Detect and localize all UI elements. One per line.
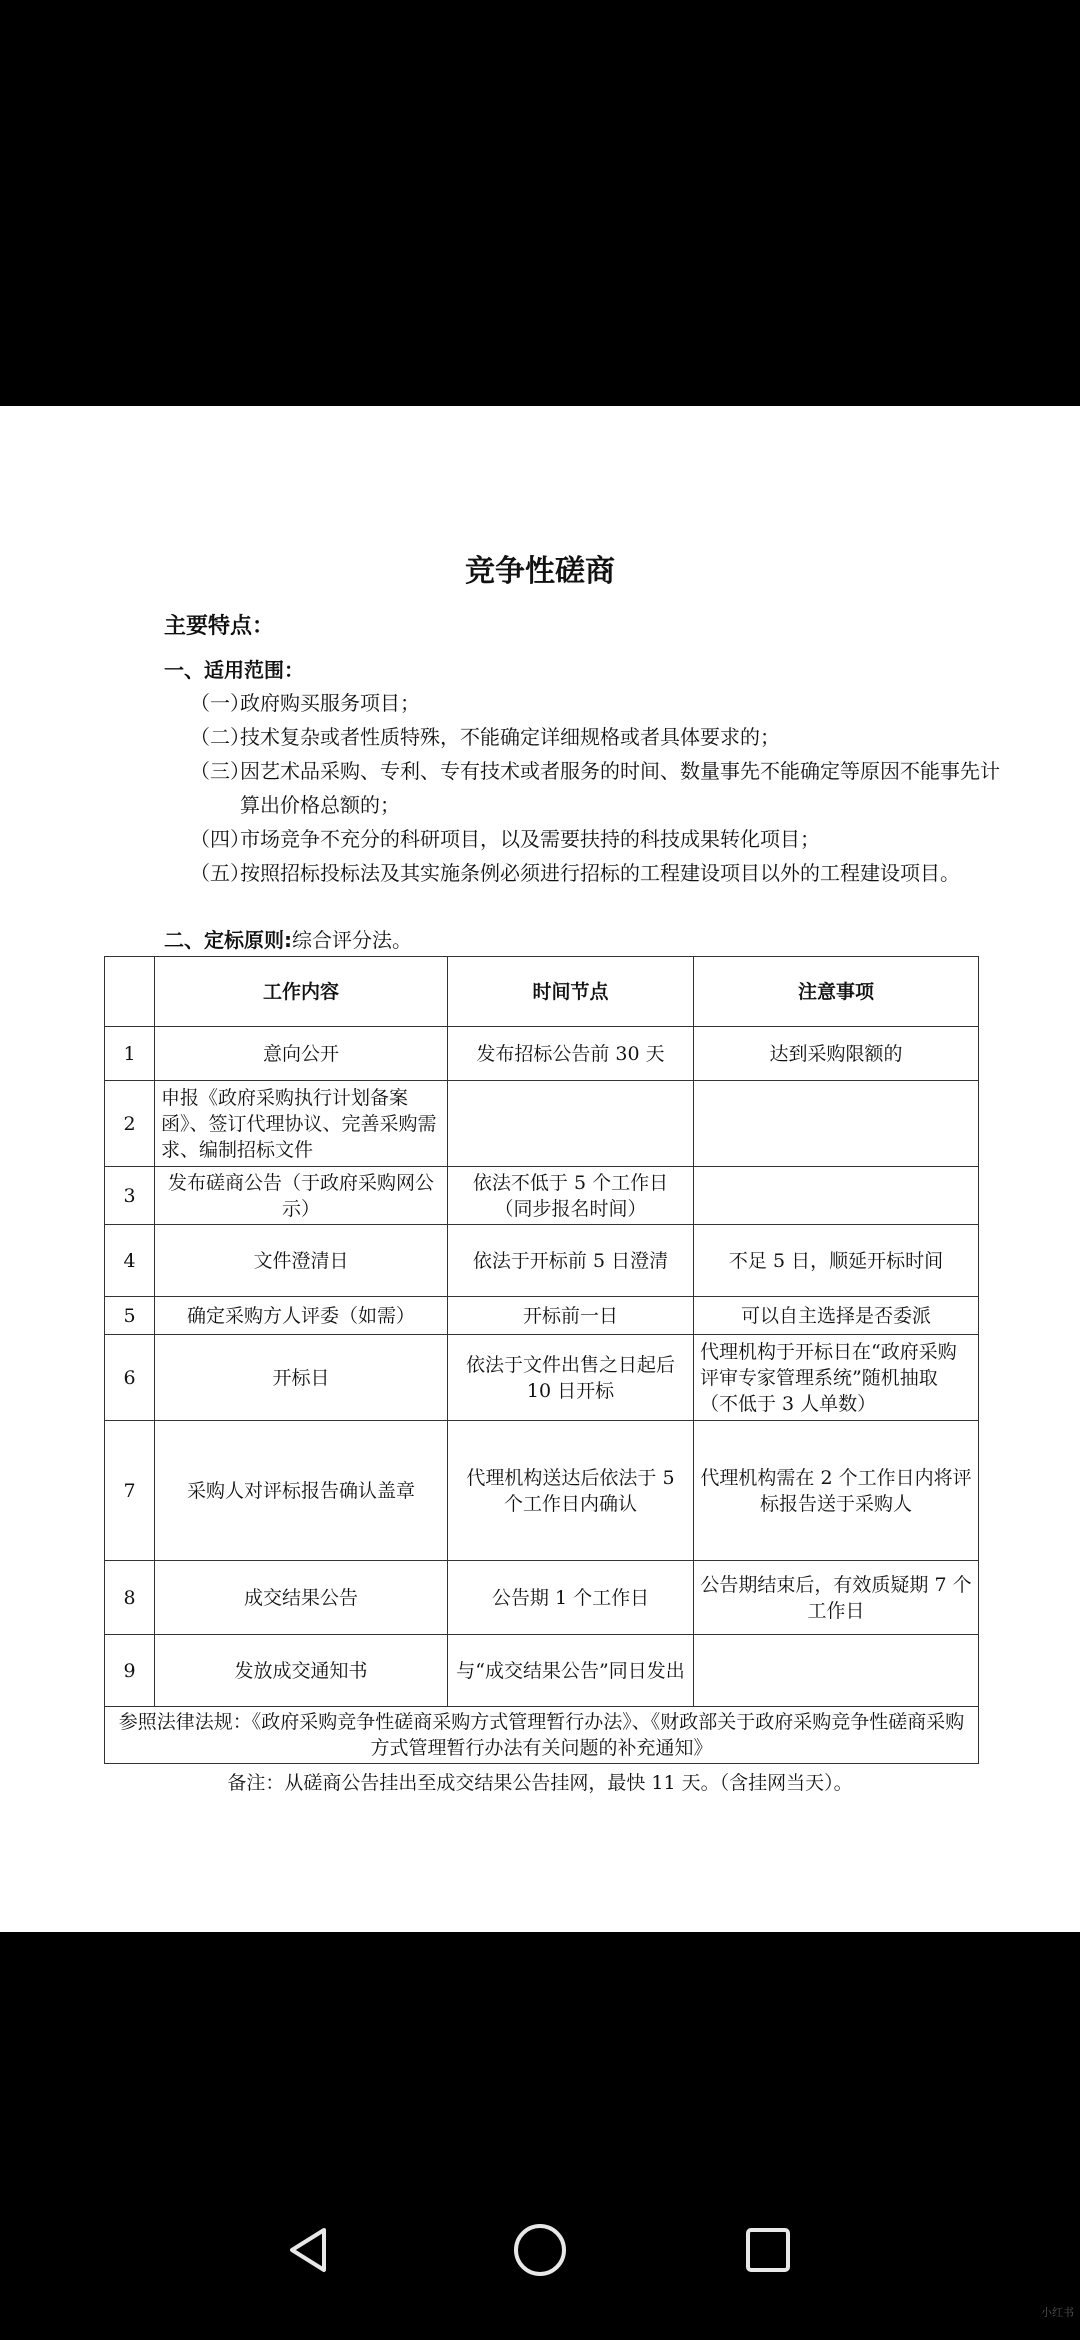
scope-item: （三）因艺术品采购、专利、专有技术或者服务的时间、数量事先不能确定等原因不能事先计算出价格总额的； [190,759,1000,817]
row-content: 申报《政府采购执行计划备案函》、签订代理协议、完善采购需求、编制招标文件 [155,1081,448,1167]
table-row [105,1635,979,1707]
row-note: 可以自主选择是否委派 [694,1297,979,1335]
row-note: 代理机构需在 2 个工作日内将评标报告送于采购人 [694,1421,979,1561]
row-content: 意向公开 [155,1027,448,1081]
header-content: 工作内容 [155,957,448,1027]
row-time: 代理机构送达后依法于 5 个工作日内确认 [448,1421,694,1561]
watermark: 小红书 [1041,2306,1074,2319]
row-content: 确定采购方人评委（如需） [155,1297,448,1335]
row-no: 5 [105,1297,155,1335]
legal-reference: 参照法律法规：《政府采购竞争性磋商采购方式管理暂行办法》、《财政部关于政府采购竞争性磋商采购方式管理暂行办法有关问题的补充通知》 [105,1707,979,1764]
system-navigation-bar [0,2160,1080,2340]
row-no: 7 [105,1421,155,1561]
section2-heading: 二、定标原则:综合评分法。 [164,928,412,952]
row-content: 发布磋商公告（于政府采购网公示） [155,1167,448,1225]
row-no: 4 [105,1225,155,1297]
procedure-table [104,956,979,1764]
row-content: 开标日 [155,1335,448,1421]
row-note: 不足 5 日，顺延开标时间 [694,1225,979,1297]
remark-note: 备注：从磋商公告挂出至成交结果公告挂网，最快 11 天。（含挂网当天）。 [227,1772,853,1794]
home-button[interactable] [490,2200,590,2300]
recents-button[interactable] [718,2200,818,2300]
row-no: 2 [105,1081,155,1167]
table-row [105,1225,979,1297]
row-note: 达到采购限额的 [694,1027,979,1081]
table-row [105,1561,979,1635]
table-row [105,1167,979,1225]
row-content: 发放成交通知书 [155,1635,448,1707]
row-no: 1 [105,1027,155,1081]
row-time [448,1081,694,1167]
table-footer-row [105,1707,979,1764]
row-note [694,1635,979,1707]
main-features-heading: 主要特点： [164,614,275,639]
row-content: 采购人对评标报告确认盖章 [155,1421,448,1561]
table-row [105,1335,979,1421]
row-note: 代理机构于开标日在“政府采购评审专家管理系统”随机抽取（不低于 3 人单数） [694,1335,979,1421]
row-content: 成交结果公告 [155,1561,448,1635]
row-time: 依法不低于 5 个工作日（同步报名时间） [448,1167,694,1225]
row-note [694,1167,979,1225]
scope-item: （一）政府购买服务项目； [190,691,420,715]
row-time: 公告期 1 个工作日 [448,1561,694,1635]
row-no: 9 [105,1635,155,1707]
row-time: 开标前一日 [448,1297,694,1335]
header-no [105,957,155,1027]
row-time: 发布招标公告前 30 天 [448,1027,694,1081]
home-circle-icon [510,2220,570,2280]
row-time: 依法于开标前 5 日澄清 [448,1225,694,1297]
document-title: 竞争性磋商 [465,554,615,589]
scope-item: （四）市场竞争不充分的科研项目，以及需要扶持的科技成果转化项目； [190,827,820,851]
row-note [694,1081,979,1167]
document-page [0,406,1080,1932]
row-time: 依法于文件出售之日起后 10 日开标 [448,1335,694,1421]
section1-heading: 一、适用范围： [164,658,304,682]
table-row [105,1081,979,1167]
row-note: 公告期结束后，有效质疑期 7 个工作日 [694,1561,979,1635]
scope-item: （二）技术复杂或者性质特殊，不能确定详细规格或者具体要求的； [190,725,780,749]
recents-square-icon [742,2224,794,2276]
table-header-row [105,957,979,1027]
table-row [105,1421,979,1561]
row-time: 与“成交结果公告”同日发出 [448,1635,694,1707]
row-no: 8 [105,1561,155,1635]
row-no: 6 [105,1335,155,1421]
row-no: 3 [105,1167,155,1225]
back-triangle-icon [280,2222,336,2278]
table-row [105,1027,979,1081]
header-note: 注意事项 [694,957,979,1027]
header-time: 时间节点 [448,957,694,1027]
table-row [105,1297,979,1335]
back-button[interactable] [258,2200,358,2300]
scope-item: （五）按照招标投标法及其实施条例必须进行招标的工程建设项目以外的工程建设项目。 [190,861,960,885]
row-content: 文件澄清日 [155,1225,448,1297]
